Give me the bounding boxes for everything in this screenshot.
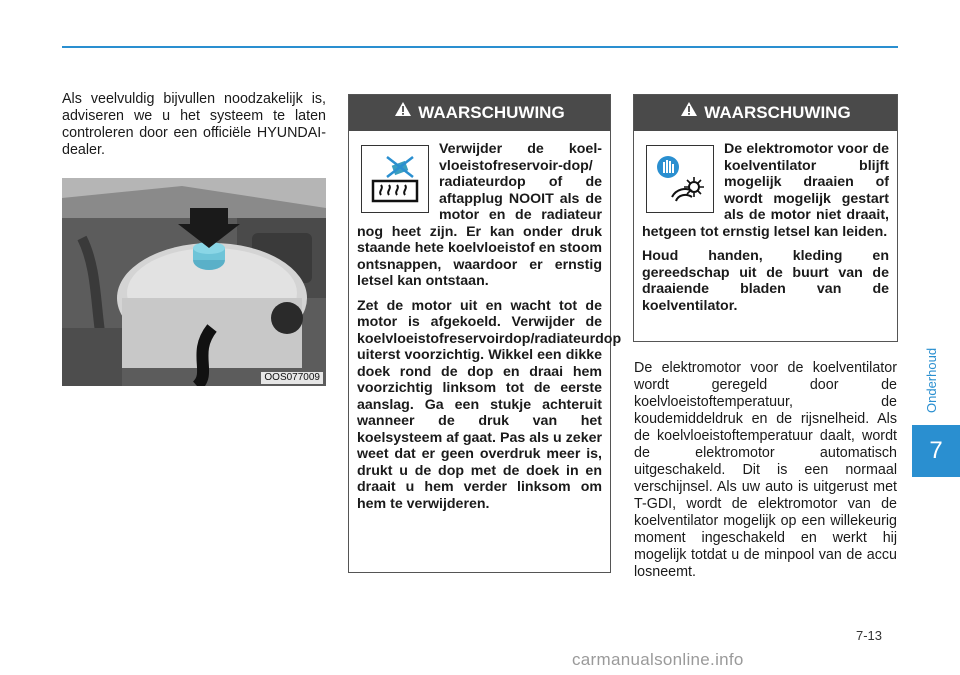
engine-bay-photo <box>62 178 326 386</box>
warning-triangle-icon <box>680 94 698 130</box>
hot-coolant-icon <box>361 145 429 213</box>
figure-code: OOS077009 <box>261 372 323 384</box>
engine-bay-illustration <box>62 178 326 386</box>
warning-header <box>634 95 897 131</box>
warning-header <box>349 95 610 131</box>
header-rule <box>62 46 898 48</box>
warning-box-coolant <box>348 94 622 573</box>
warning-triangle-icon <box>394 94 412 130</box>
warning-paragraph-1: De elektromotor voor de koelventilator blijft mogelijk draaien of wordt mogelijk gestart als de motor niet draait, hetgeen tot ernstig letsel kan leiden. <box>642 141 889 240</box>
intro-paragraph: Als veelvuldig bijvullen noodzakelijk is, adviseren we u het systeem te laten controleren door een officiële HYUNDAI-dealer. <box>62 91 326 158</box>
warning-box-fan <box>633 94 898 342</box>
watermark: carmanualsonline.info <box>572 650 744 669</box>
chapter-tab: 7 <box>912 425 960 477</box>
section-label: Onderhoud <box>924 347 939 413</box>
warning-paragraph-2: Zet de motor uit en wacht tot de motor is afgekoeld. Verwijder de koelvloeistofreservoirdop/radiateurdop uiterst voorzichtig. Wikkel een dikke doek rond de dop en draai hem voorzichtig linksom tot de eerste aanslag. Ga een stukje achteruit wanneer de druk van het koelsysteem af gaat. Pas als u zeker weet dat er geen overdruk meer is, drukt u de dop met de doek in en draait u hem verder linksom om hem te verwijderen. <box>357 297 622 512</box>
body-paragraph: De elektromotor voor de koelventilator wordt geregeld door de koelvloeistoftemperatuur, de koudemiddeldruk en de rijsnelheid. Als de koelvloeistoftemperatuur daalt, wordt de elektromotor automatisch uitgeschakeld. Dit is een normaal verschijnsel. Als uw auto is uitgerust met T-GDI, wordt de elektromotor van de koelventilator mogelijk op een willekeurig moment ingeschakeld en werkt hij mogelijk totdat u de minpool van de accu losneemt. <box>634 360 897 580</box>
warning-paragraph-2: Houd handen, kleding en gereedschap uit de buurt van de draaiende bladen van de koelventilator. <box>642 248 889 314</box>
page-number: 7-13 <box>856 628 883 643</box>
warning-paragraph-1: Verwijder de koel-vloeistofreservoir-dop/ radiateurdop of de aftapplug NOOIT als de motor en de radiateur nog heet zijn. Er kan onder druk staande hete koelvloeistof en stoom ontsnappen, waardoor er ernstig letsel kan ontstaan. <box>357 141 602 289</box>
warning-title: WAARSCHUWING <box>704 103 851 122</box>
hand-fan-warning-icon <box>646 145 714 213</box>
warning-title: WAARSCHUWING <box>418 103 565 122</box>
